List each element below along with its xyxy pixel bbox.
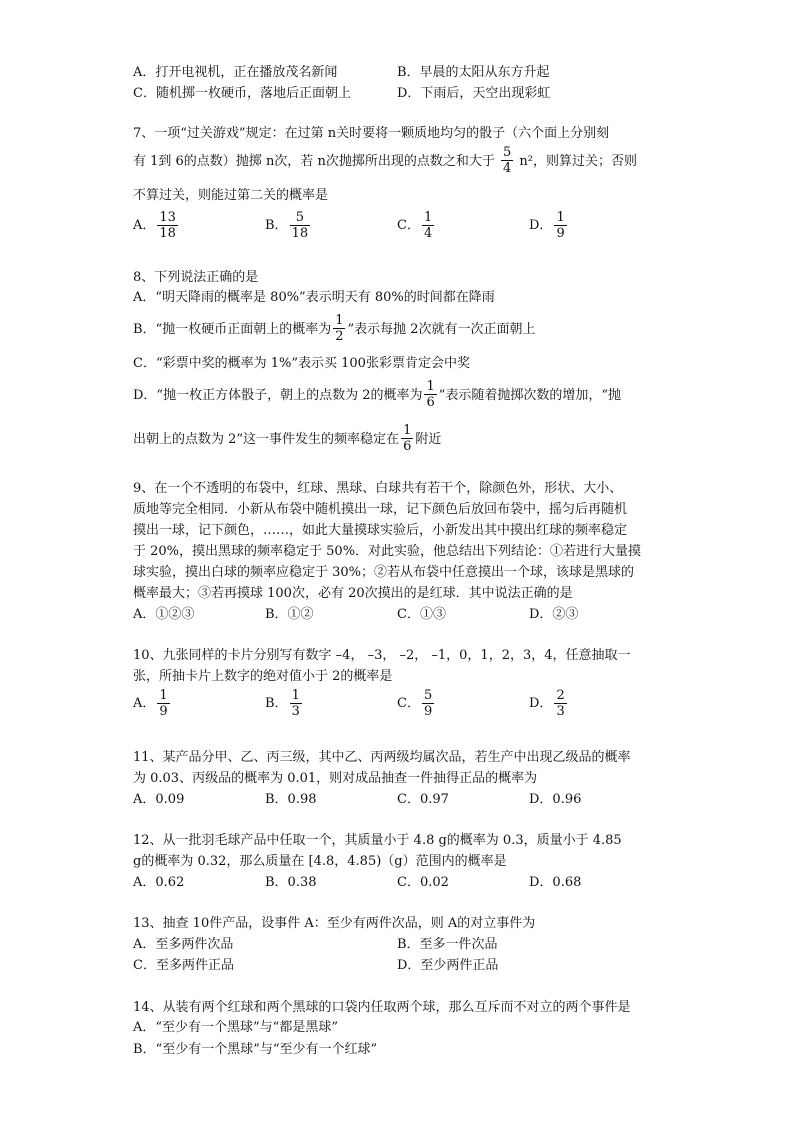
- option-fraction: [554, 688, 566, 719]
- q13-option-d: D．至少两件正品: [397, 958, 499, 973]
- q7-inline-fraction: [501, 145, 513, 176]
- option-fraction: [422, 688, 434, 719]
- q12-option-d: D．0.68: [529, 875, 582, 890]
- option-label: B．: [265, 218, 288, 233]
- q8-option-d-line-1: [133, 380, 621, 411]
- fraction-denominator: 4: [423, 226, 433, 241]
- q12-option-c: C．0.02: [397, 875, 449, 890]
- q7-option-d: [529, 210, 569, 241]
- fraction-denominator: 3: [291, 704, 300, 719]
- q11-option-c: C．0.97: [397, 792, 449, 807]
- q7-stem-line-3: 不算过关，则能过第二关的概率是: [133, 188, 329, 203]
- q9-option-c: C．①③: [397, 607, 446, 622]
- q8-stem: 8、下列说法正确的是: [133, 270, 259, 285]
- q8-option-c: C．“彩票中奖的概率为 1%”表示买 100张彩票肯定会中奖: [133, 356, 470, 371]
- fraction-numerator: 1: [426, 379, 435, 394]
- q11-stem-line-2: 为 0.03、丙级品的概率为 0.01，则对成品抽查一件抽得正品的概率为: [133, 771, 538, 786]
- q9-option-a: A．①②③: [133, 607, 195, 622]
- q11-option-b: B．0.98: [265, 792, 317, 807]
- option-fraction: [290, 210, 311, 241]
- q12-stem-line-2: g的概率为 0.32，那么质量在 [4.8，4.85)（g）范围内的概率是: [133, 854, 507, 869]
- fraction-numerator: 5: [423, 688, 433, 703]
- q9-option-b: B．①②: [265, 607, 314, 622]
- q7-option-a: [133, 210, 180, 241]
- fraction-numerator: 1: [403, 423, 412, 438]
- fraction-denominator: 18: [159, 226, 176, 241]
- option-text: D．“抛一枚正方体骰子，朝上的点数为 2的概率为: [133, 388, 423, 403]
- q9-stem-line: 于 20%，摸出黑球的频率稳定于 50%．对此实验，他总结出下列结论：①若进行大量摸: [133, 544, 642, 559]
- q8-option-b: [133, 314, 536, 345]
- option-fraction: [290, 688, 302, 719]
- q6-option-d: D．下雨后，天空出现彩虹: [397, 86, 551, 101]
- q14-option-a: A．“至少有一个黑球”与“都是黑球”: [133, 1020, 338, 1035]
- q12-option-b: B．0.38: [265, 875, 317, 890]
- q10-option-b: [265, 688, 304, 719]
- fraction-numerator: 5: [295, 210, 304, 225]
- option-label: D．: [529, 696, 553, 711]
- fraction-denominator: 18: [291, 226, 309, 241]
- q10-stem-line-2: 张，所抽卡片上数字的绝对值小于 2的概率是: [133, 669, 393, 684]
- q8-option-d-line-2: [133, 424, 441, 455]
- q6-option-a: A．打开电视机，正在播放茂名新闻: [133, 65, 338, 80]
- fraction-numerator: 2: [556, 688, 565, 703]
- q6-option-b: B．早晨的太阳从东方升起: [397, 65, 550, 80]
- q10-option-c: [397, 688, 436, 719]
- q11-option-a: A．0.09: [133, 792, 185, 807]
- q10-stem-line-1: 10、九张同样的卡片分别写有数字 –4， –3， –2， –1，0，1，2，3，4，任意抽取一: [133, 648, 631, 663]
- q7-stem-text: n²，则算过关；否则: [519, 154, 637, 169]
- option-fraction: [333, 313, 345, 344]
- option-text: B．“抛一枚硬币正面朝上的概率为: [133, 322, 332, 337]
- q7-stem-text: 有 1到 6的点数）抛掷 n次，若 n次抛掷所出现的点数之和大于: [133, 154, 495, 169]
- option-fraction: [157, 210, 178, 241]
- fraction-numerator: 13: [159, 210, 176, 225]
- q7-stem-line-1: 7、一项“过关游戏”规定：在过第 n关时要将一颗质地均匀的骰子（六个面上分别刻: [133, 126, 610, 141]
- q9-stem-line: 球实验，摸出白球的频率应稳定于 30%；②若从布袋中任意摸出一个球，该球是黑球的: [133, 565, 635, 580]
- option-label: C．: [397, 218, 420, 233]
- q11-stem-line-1: 11、某产品分甲、乙、丙三级，其中乙、丙两级均属次品，若生产中出现乙级品的概率: [133, 750, 631, 765]
- fraction-numerator: 1: [556, 210, 565, 225]
- q10-option-a: [133, 688, 172, 719]
- fraction-denominator: 9: [556, 226, 565, 241]
- fraction-denominator: 2: [335, 329, 344, 344]
- option-label: A．: [133, 218, 156, 233]
- fraction-denominator: 3: [556, 704, 565, 719]
- option-fraction: [424, 379, 436, 410]
- q13-option-c: C．至多两件正品: [133, 958, 234, 973]
- option-text: 出朝上的点数为 2”这一事件发生的频率稳定在: [133, 432, 400, 447]
- q12-option-a: A．0.62: [133, 875, 185, 890]
- fraction-numerator: 5: [502, 145, 512, 160]
- q9-stem-line: 摸出一球，记下颜色，……，如此大量摸球实验后，小新发出其中摸出红球的频率稳定: [133, 523, 628, 538]
- option-label: D．: [529, 218, 553, 233]
- q7-option-c: [397, 210, 436, 241]
- q9-option-d: D．②③: [529, 607, 579, 622]
- option-text: ”表示随着抛掷次数的增加，“抛: [438, 388, 622, 403]
- q14-stem: 14、从装有两个红球和两个黑球的口袋内任取两个球，那么互斥而不对立的两个事件是: [133, 1000, 631, 1015]
- q12-stem-line-1: 12、从一批羽毛球产品中任取一个，其质量小于 4.8 g的概率为 0.3，质量小于 4.85: [133, 833, 622, 848]
- option-label: A．: [133, 696, 156, 711]
- q9-stem-line: 质地等完全相同．小新从布袋中随机摸出一球，记下颜色后放回布袋中，摇匀后再随机: [133, 502, 628, 517]
- q10-option-d: [529, 688, 569, 719]
- option-fraction: [422, 210, 434, 241]
- fraction-denominator: 6: [426, 395, 435, 410]
- fraction-denominator: 9: [159, 704, 168, 719]
- option-fraction: [401, 423, 413, 454]
- q9-stem-line: 9、在一个不透明的布袋中，红球、黑球、白球共有若干个，除颜色外，形状、大小、: [133, 481, 623, 496]
- q9-stem-line: 概率最大；③若再摸球 100次，必有 20次摸出的是红球．其中说法正确的是: [133, 586, 573, 601]
- fraction-denominator: 4: [502, 161, 512, 176]
- option-fraction: [554, 210, 566, 241]
- q7-stem-line-2: [133, 146, 637, 177]
- q11-option-d: D．0.96: [529, 792, 582, 807]
- option-label: C．: [397, 696, 420, 711]
- q6-option-c: C．随机掷一枚硬币，落地后正面朝上: [133, 86, 351, 101]
- option-text: 附近: [415, 432, 442, 447]
- fraction-numerator: 1: [159, 688, 168, 703]
- option-label: B．: [265, 696, 288, 711]
- fraction-numerator: 1: [423, 210, 433, 225]
- fraction-denominator: 6: [403, 439, 412, 454]
- q13-option-a: A．至多两件次品: [133, 937, 234, 952]
- option-fraction: [157, 688, 169, 719]
- q13-stem: 13、抽查 10件产品，设事件 A：至少有两件次品，则 A的对立事件为: [133, 916, 536, 931]
- q7-option-b: [265, 210, 312, 241]
- option-text: ”表示每抛 2次就有一次正面朝上: [347, 322, 536, 337]
- q14-option-b: B．“至少有一个黑球”与“至少有一个红球”: [133, 1042, 378, 1057]
- q8-option-a: A．“明天降雨的概率是 80%”表示明天有 80%的时间都在降雨: [133, 290, 495, 305]
- fraction-numerator: 1: [291, 688, 300, 703]
- fraction-denominator: 9: [423, 704, 433, 719]
- q13-option-b: B．至多一件次品: [397, 937, 498, 952]
- fraction-numerator: 1: [335, 313, 344, 328]
